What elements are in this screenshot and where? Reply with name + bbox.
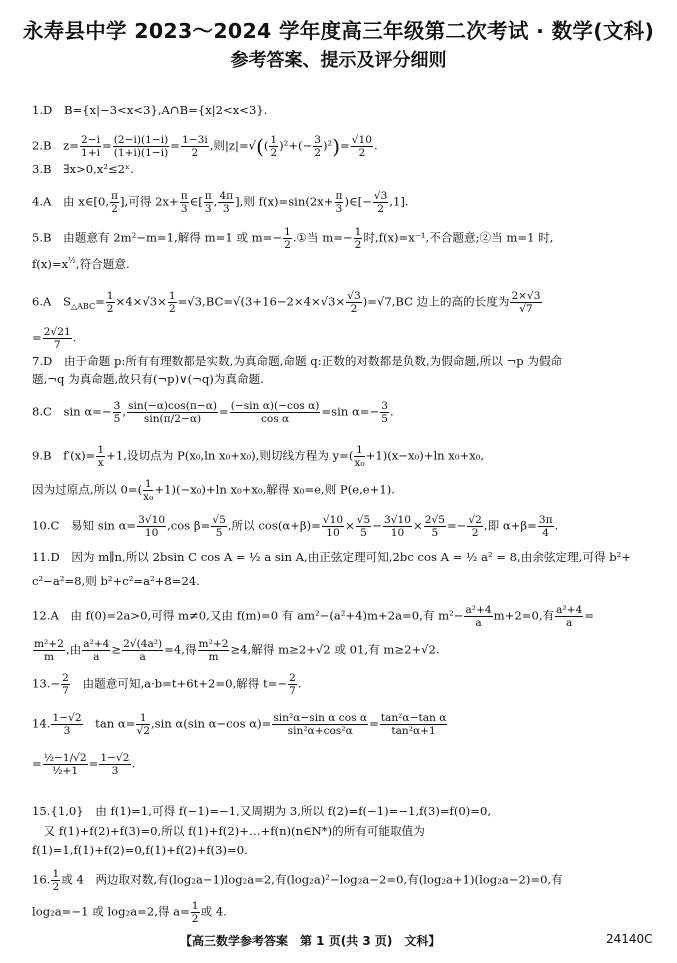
page-title: 永寿县中学 2023～2024 学年度高三年级第二次考试 · 数学(文科) <box>22 19 655 43</box>
answer-9-cont: 因为过原点,所以 0=( $\frac{1}{\text{x₀}}$ +1)(−x₀)+ln x₀+x₀,解得 x₀=e,则 P(e,e+1). <box>32 478 395 503</box>
answer-14: 14. $\frac{1-√2}{3}$ tan α= $\frac{1}{√2}$ ,sin α(sin α−cos α)= $\frac{\text{sin²α−sin α cos α}}{\text{sin²α+cos²α}}$ = $\frac{\text{tan²α−tan α}}{\text{tan²α+1}}$ <box>32 712 447 737</box>
answer-12-cont: $\frac{\text{m²+2}}{m}$ ,由 $\frac{\text{a²+4}}{a}$ ≥ $\frac{\text{2√(4a²)}}{a}$ =4,得 $\frac{\text{m²+2}}{m}$ ≥4,解得 m≥2+√2 或 01,有 m≥2+√2. <box>34 638 440 663</box>
answer-7-cont: 题,¬q 为真命题,故只有(¬p)∨(¬q)为真命题. <box>32 372 264 386</box>
answer-1: 1.D B={x|−3<x<3},A∩B={x|2<x<3}. <box>32 103 268 117</box>
answer-16: 16. $\frac{1}{2}$ 或 4 两边取对数,有(log₂a−1)log₂a=2,有(log₂a)²−log₂a−2=0,有(log₂a+1)(log₂a−2)=0,有 <box>32 868 563 893</box>
answer-4: 4.A 由 x∈[0, $\frac{\pi}{2}$ ],可得 2x+ $\frac{\pi}{3}$ ∈[ $\frac{\pi}{3}$ , $\frac{4\pi}{3}$ ],则 f(x)=sin(2x+ $\frac{\pi}{3}$ )∈[− $\frac{√3}{2}$ ,1]. <box>32 190 409 215</box>
answer-5: 5.B 由题意有 2m²−m=1,解得 m=1 或 m=− $\frac{1}{2}$ .①当 m=− $\frac{1}{2}$ 时,f(x)=x⁻¹,不合题意;②当 m=1 时, <box>32 226 554 251</box>
footer-label: 【高三数学参考答案 第 1 页(共 3 页) 文科】 <box>180 934 441 948</box>
answer-12: 12.A 由 f(0)=2a>0,可得 m≠0,又由 f(m)=0 有 am²−(a²+4)m+2a=0,有 m²− $\frac{\text{a²+4}}{a}$ m+2=0,有 $\frac{\text{a²+4}}{a}$ = <box>32 604 595 629</box>
answer-8: 8.C sin α=− $\frac{3}{5}$ , $\frac{\sin(-\alpha)\cos(\pi-\alpha)}{\sin(\pi/2-\alpha)}$ = $\frac{\text{(−sin α)(−cos α)}}{\text{cos α}}$ =sin α=− $\frac{3}{5}$ . <box>32 400 394 425</box>
answer-13: 13.− $\frac{2}{7}$ 由题意可知,a·b=t+6t+2=0,解得 t=− $\frac{2}{7}$ . <box>32 672 302 697</box>
answer-2: 2.B z= $\frac{2-i}{1+i}$ = $\frac{(2-i)(1-i)}{(1+i)(1-i)}$ = $\frac{1-3i}{2}$ ,则|z|=√(( $\frac{1}{2}$ )²+(− $\frac{3}{2}$ )²)= $\frac{√10}{2}$ . <box>32 134 378 159</box>
answer-11-cont: c²−a²=8,则 b²+c²=a²+8=24. <box>32 574 200 588</box>
answer-11: 11.D 因为 m∥n,所以 2bsin C cos A = ½ a sin A,由正弦定理可知,2bc cos A = ½ a² = 8,由余弦定理,可得 b²+ <box>32 550 632 564</box>
answer-5-cont: $f(x)=x^{\frac{1}{2}}$,符合题意. <box>32 256 130 271</box>
answer-15: 15.{1,0} 由 f(1)=1,可得 f(−1)=−1,又周期为 3,所以 f(2)=f(−1)=−1,f(3)=f(0)=0, <box>32 804 492 818</box>
page-subtitle: 参考答案、提示及评分细则 <box>230 50 447 71</box>
answer-10: 10.C 易知 sin α= $\frac{3√10}{10}$ ,cos β= $\frac{√5}{5}$ ,所以 cos(α+β)= $\frac{√10}{10}$ × $\frac{√5}{5}$ − $\frac{3√10}{10}$ × $\frac{2√5}{5}$ =− $\frac{√2}{2}$ ,即 α+β= $\frac{3\pi}{4}$ . <box>32 514 559 539</box>
answer-9: 9.B f′(x)= $\frac{1}{x}$ +1,设切点为 P(x₀,ln x₀+x₀),则切线方程为 y=( $\frac{1}{\text{x₀}}$ +1)(x−x₀)+ln x₀+x₀, <box>32 444 485 469</box>
answer-6: 6.A $S_{\triangle ABC}=$ $\frac{1}{2}$ ×4×√3× $\frac{1}{2}$ =√3,BC=√(3+16−2×4×√3× $\frac{√3}{2}$ )=√7,BC 边上的高的长度为 $\frac{2\times√3}{√7}$ <box>32 290 541 315</box>
answer-3: 3.B ∃x>0,x²≤2ˣ. <box>32 162 134 176</box>
answer-7: 7.D 由于命题 p:所有有理数都是实数,为真命题,命题 q:正数的对数都是负数,为假命题,所以 ¬p 为假命 <box>32 354 563 368</box>
answer-6-cont: = $\frac{2√21}{7}$ . <box>32 326 77 351</box>
answer-15-cont: 又 f(1)+f(2)+f(3)=0,所以 f(1)+f(2)+…+f(n)(n∈N*)的所有可能取值为 <box>32 824 425 838</box>
answer-15-cont2: f(1)=1,f(1)+f(2)=0,f(1)+f(2)+f(3)=0. <box>32 843 248 857</box>
footer-code: 24140C <box>606 932 653 946</box>
answer-16-cont: log₂a=−1 或 log₂a=2,得 a= $\frac{1}{2}$ 或 4. <box>32 900 227 925</box>
answer-14-cont: = $\frac{\text{½−1/√2}}{\text{½+1}}$ = $\frac{1-√2}{3}$ . <box>32 752 136 777</box>
